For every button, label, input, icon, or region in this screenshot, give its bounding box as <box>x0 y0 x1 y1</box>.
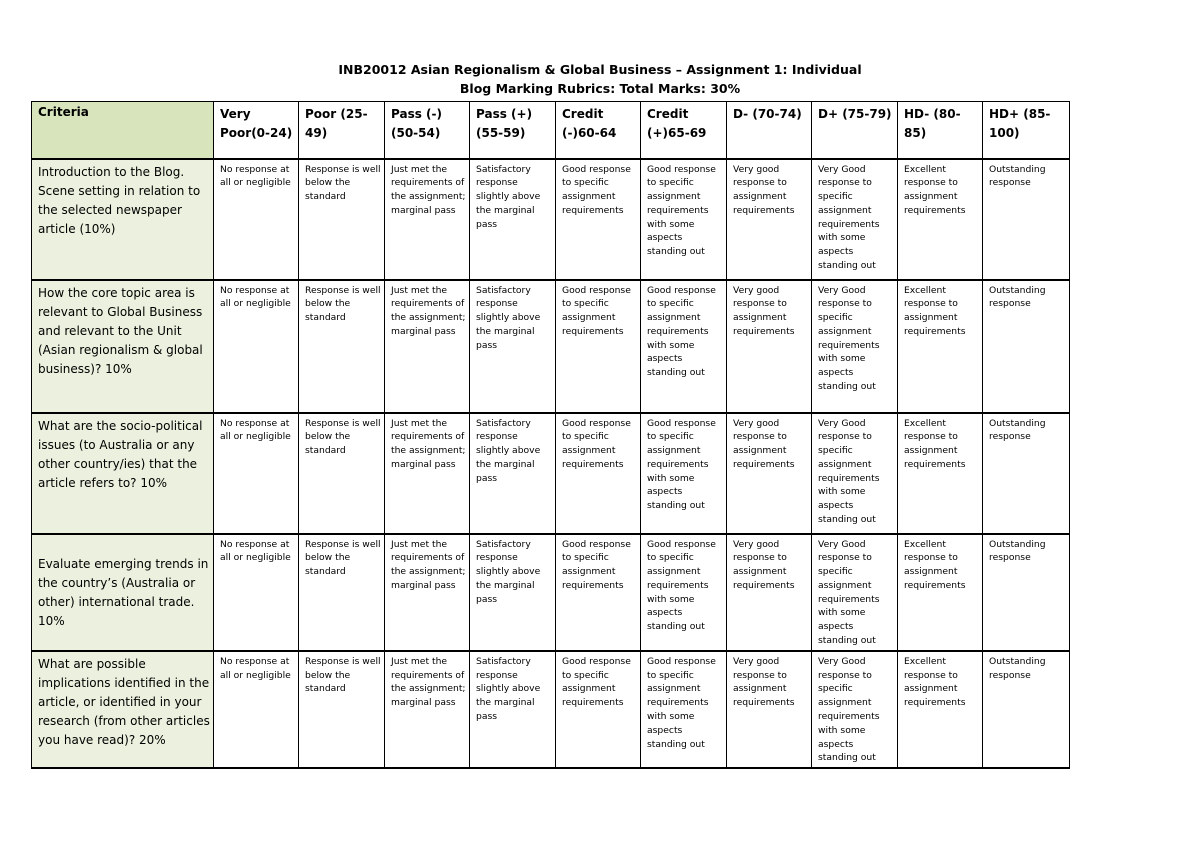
rubric-cell: Just met the requirements of the assignment; marginal pass <box>385 159 470 280</box>
table-row <box>32 159 1070 280</box>
header-row <box>32 102 1070 159</box>
rubric-cell: No response at all or negligible <box>214 280 299 413</box>
document-title: INB20012 Asian Regionalism & Global Business – Assignment 1: Individual <box>338 62 862 77</box>
rubric-cell: Excellent response to assignment requirements <box>898 280 983 413</box>
header-cell: Pass (-) (50-54) <box>385 102 470 159</box>
rubric-cell: Very good response to assignment requirements <box>727 534 812 651</box>
rubric-cell: Just met the requirements of the assignment; marginal pass <box>385 413 470 534</box>
rubric-cell: Outstanding response <box>983 280 1070 413</box>
rubric-table <box>31 101 1070 769</box>
rubric-cell: Excellent response to assignment requirements <box>898 413 983 534</box>
criterion-cell: What are possible implications identified in the article, or identified in your research (from other articles you have read)? 20% <box>32 651 214 768</box>
criterion-cell: Introduction to the Blog. Scene setting in relation to the selected newspaper article (10%) <box>32 159 214 280</box>
header-cell: HD+ (85-100) <box>983 102 1070 159</box>
rubric-cell: Outstanding response <box>983 651 1070 768</box>
rubric-cell: Good response to specific assignment requirements with some aspects standing out <box>641 534 727 651</box>
header-cell: Poor (25-49) <box>299 102 385 159</box>
rubric-cell: No response at all or negligible <box>214 159 299 280</box>
rubric-cell: No response at all or negligible <box>214 413 299 534</box>
document-subtitle: Blog Marking Rubrics: Total Marks: 30% <box>459 81 741 96</box>
rubric-cell: Excellent response to assignment requirements <box>898 651 983 768</box>
rubric-cell: Very Good response to specific assignment requirements with some aspects standing out <box>812 159 898 280</box>
rubric-cell: Very Good response to specific assignment requirements with some aspects standing out <box>812 413 898 534</box>
rubric-cell: Very good response to assignment requirements <box>727 159 812 280</box>
rubric-cell: Very Good response to specific assignment requirements with some aspects standing out <box>812 534 898 651</box>
rubric-cell: Very Good response to specific assignment requirements with some aspects standing out <box>812 651 898 768</box>
rubric-cell: Good response to specific assignment requirements <box>556 651 641 768</box>
header-cell: HD- (80-85) <box>898 102 983 159</box>
rubric-cell: Very good response to assignment requirements <box>727 280 812 413</box>
rubric-cell: No response at all or negligible <box>214 651 299 768</box>
rubric-cell: Satisfactory response slightly above the marginal pass <box>470 651 556 768</box>
rubric-cell: Excellent response to assignment requirements <box>898 159 983 280</box>
rubric-cell: Response is well below the standard <box>299 651 385 768</box>
header-cell: D+ (75-79) <box>812 102 898 159</box>
rubric-cell: Just met the requirements of the assignment; marginal pass <box>385 280 470 413</box>
rubric-cell: Outstanding response <box>983 534 1070 651</box>
rubric-cell: Good response to specific assignment requirements with some aspects standing out <box>641 280 727 413</box>
criterion-cell: How the core topic area is relevant to Global Business and relevant to the Unit (Asian regionalism & global business)? 10% <box>32 280 214 413</box>
rubric-cell: Good response to specific assignment requirements <box>556 280 641 413</box>
rubric-cell: Good response to specific assignment requirements <box>556 159 641 280</box>
rubric-cell: Excellent response to assignment requirements <box>898 534 983 651</box>
rubric-cell: Satisfactory response slightly above the marginal pass <box>470 159 556 280</box>
rubric-cell: Response is well below the standard <box>299 413 385 534</box>
criterion-cell: What are the socio-political issues (to Australia or any other country/ies) that the article refers to? 10% <box>32 413 214 534</box>
rubric-cell: Satisfactory response slightly above the marginal pass <box>470 280 556 413</box>
table-row <box>32 534 1070 651</box>
table-row <box>32 413 1070 534</box>
rubric-cell: Very good response to assignment requirements <box>727 651 812 768</box>
header-cell: Very Poor(0-24) <box>214 102 299 159</box>
rubric-cell: Good response to specific assignment requirements with some aspects standing out <box>641 651 727 768</box>
rubric-cell: Outstanding response <box>983 159 1070 280</box>
table-row <box>32 651 1070 768</box>
rubric-cell: Just met the requirements of the assignment; marginal pass <box>385 651 470 768</box>
rubric-cell: Outstanding response <box>983 413 1070 534</box>
rubric-cell: Good response to specific assignment requirements with some aspects standing out <box>641 159 727 280</box>
header-cell: Pass (+)(55-59) <box>470 102 556 159</box>
rubric-cell: Response is well below the standard <box>299 280 385 413</box>
rubric-cell: No response at all or negligible <box>214 534 299 651</box>
rubric-cell: Very good response to assignment requirements <box>727 413 812 534</box>
table-row <box>32 280 1070 413</box>
rubric-cell: Good response to specific assignment requirements <box>556 413 641 534</box>
rubric-cell: Response is well below the standard <box>299 534 385 651</box>
rubric-cell: Response is well below the standard <box>299 159 385 280</box>
criterion-cell: Evaluate emerging trends in the country’s (Australia or other) international trade. 10% <box>32 534 214 651</box>
rubric-cell: Good response to specific assignment requirements <box>556 534 641 651</box>
header-cell: Credit (+)65-69 <box>641 102 727 159</box>
rubric-cell: Good response to specific assignment requirements with some aspects standing out <box>641 413 727 534</box>
rubric-cell: Just met the requirements of the assignment; marginal pass <box>385 534 470 651</box>
header-cell: D- (70-74) <box>727 102 812 159</box>
rubric-cell: Satisfactory response slightly above the marginal pass <box>470 534 556 651</box>
header-cell: Credit (-)60-64 <box>556 102 641 159</box>
rubric-cell: Satisfactory response slightly above the marginal pass <box>470 413 556 534</box>
rubric-cell: Very Good response to specific assignment requirements with some aspects standing out <box>812 280 898 413</box>
header-cell: Criteria <box>32 102 214 159</box>
